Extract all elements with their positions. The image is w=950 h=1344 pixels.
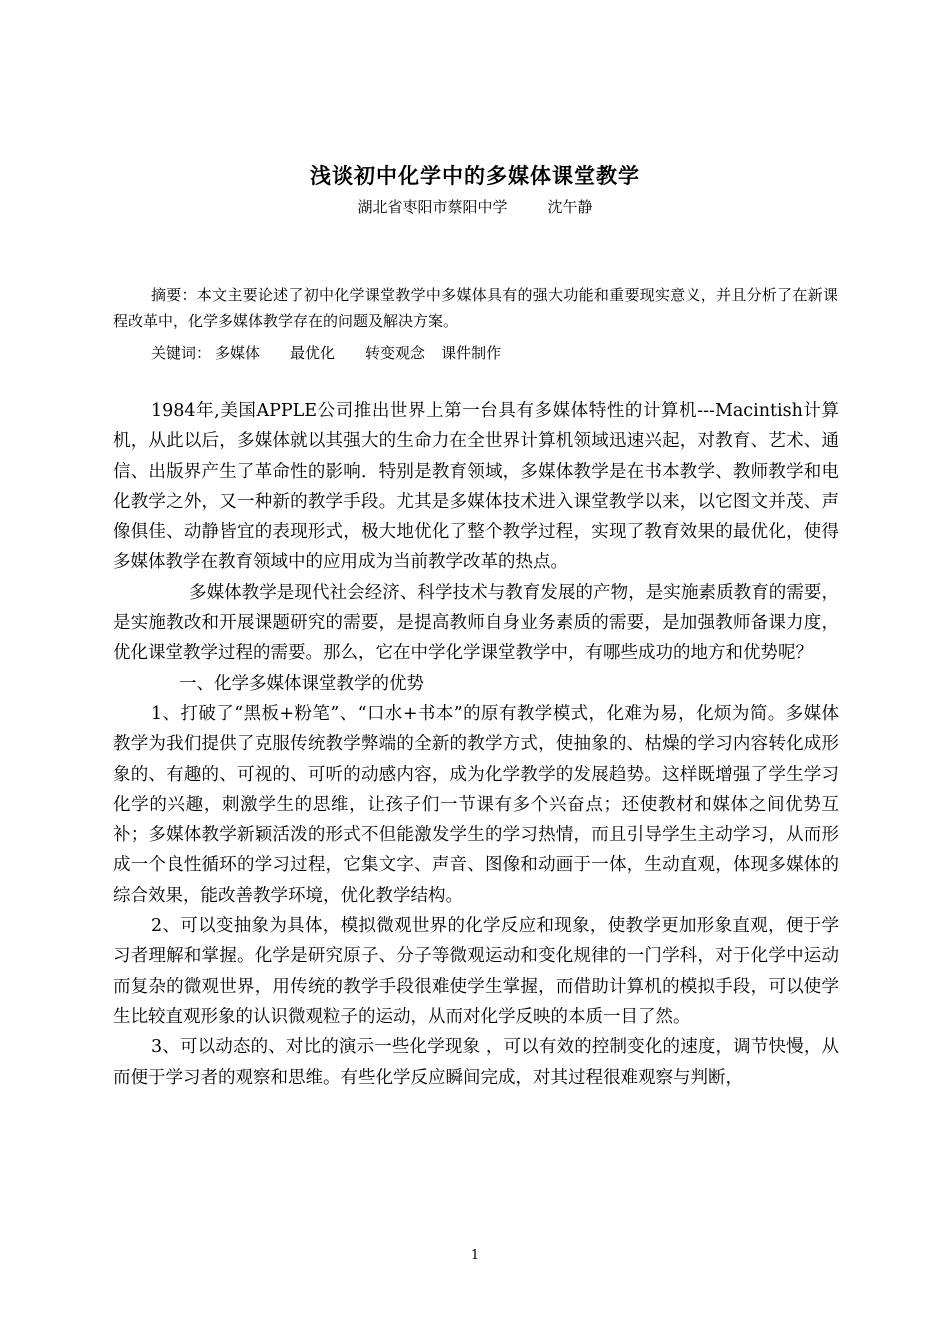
page-number: 1 xyxy=(470,1248,480,1263)
keyword-item: 课件制作 xyxy=(441,344,502,362)
author-name: 沈午静 xyxy=(547,198,593,216)
paragraph: 多媒体教学是现代社会经济、科学技术与教育发展的产物，是实施素质教育的需要，是实施教改和开展课题研究的需要，是提高教师自身业务素质的需要，是加强教师备课力度，优化课堂教学过程的需要。那么，它在中学化学课堂教学中，有哪些成功的地方和优势呢？ xyxy=(113,582,839,664)
section-heading: 一、化学多媒体课堂教学的优势 xyxy=(179,673,424,694)
keyword-item: 最优化 xyxy=(290,344,336,362)
document-title: 浅谈初中化学中的多媒体课堂教学 xyxy=(310,163,640,188)
paragraph: 3、可以动态的、对比的演示一些化学现象 ，可以有效的控制变化的速度，调节快慢，从而便于学习者的观察和思维。有些化学反应瞬间完成，对其过程很难观察与判断， xyxy=(113,1037,839,1088)
body-text xyxy=(113,396,839,1093)
paragraph: 1、打破了“黑板+粉笔”、“口水+书本”的原有教学模式，化难为易，化烦为简。多媒体教学为我们提供了克服传统教学弊端的全新的教学方式，使抽象的、枯燥的学习内容转化成形象的、有趣的、可视的、可听的动感内容，成为化学教学的发展趋势。这样既增强了学生学习化学的兴趣，刺激学生的思维，让孩子们一节课有多个兴奋点；还使教材和媒体之间优势互补；多媒体教学新颖活泼的形式不但能激发学生的学习热情，而且引导学生主动学习，从而形成一个良性循环的学习过程，它集文字、声音、图像和动画于一体，生动直观，体现多媒体的综合效果，能改善教学环境，优化教学结构。 xyxy=(113,703,839,906)
paragraph: 2、可以变抽象为具体，模拟微观世界的化学反应和现象，使教学更加形象直观，便于学习者理解和掌握。化学是研究原子、分子等微观运动和变化规律的一门学科，对于化学中运动而复杂的微观世界，用传统的教学手段很难使学生掌握，而借助计算机的模拟手段，可以使学生比较直观形象的认识微观粒子的运动，从而对化学反映的本质一目了然。 xyxy=(113,916,839,1027)
paragraph: 1984年,美国APPLE公司推出世界上第一台具有多媒体特性的计算机---Macintish计算机，从此以后，多媒体就以其强大的生命力在全世界计算机领域迅速兴起，对教育、艺术、通信、出版界产生了革命性的影响．特别是教育领域，多媒体教学是在书本教学、教师教学和电化教学之外，又一种新的教学手段。尤其是多媒体技术进入课堂教学以来，以它图文并茂、声像俱佳、动静皆宜的表现形式，极大地优化了整个教学过程，实现了教育效果的最优化，使得多媒体教学在教育领域中的应用成为当前教学改革的热点。 xyxy=(113,401,839,573)
keyword-item: 转变观念 xyxy=(365,344,426,362)
keywords xyxy=(151,340,531,366)
keywords-label: 关键词： xyxy=(151,344,212,362)
abstract: 摘要：本文主要论述了初中化学课堂教学中多媒体具有的强大功能和重要现实意义，并且分析了在新课程改革中，化学多媒体教学存在的问题及解决方案。 xyxy=(113,286,838,330)
author-affiliation: 湖北省枣阳市蔡阳中学 xyxy=(357,198,508,216)
keyword-item: 多媒体 xyxy=(215,344,261,362)
author-line xyxy=(0,196,950,217)
